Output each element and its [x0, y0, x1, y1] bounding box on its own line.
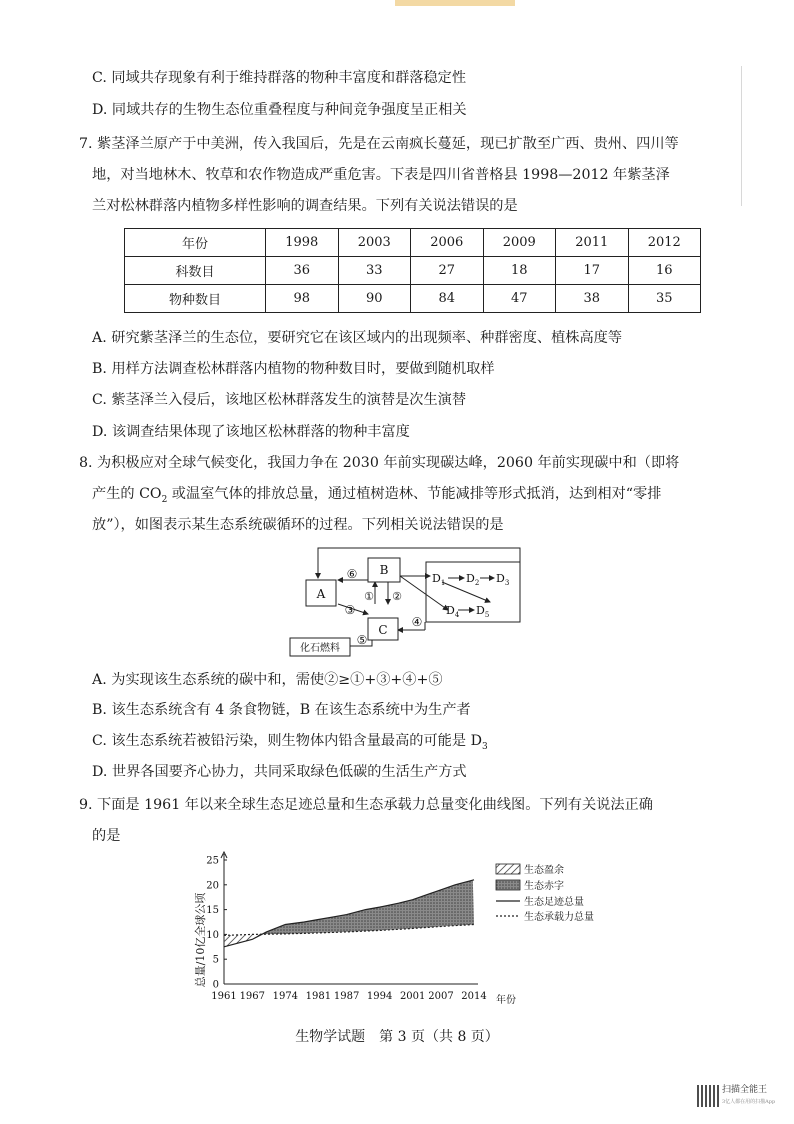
legend-label-capacity: 生态承载力总量: [524, 912, 594, 923]
table-cell: 18: [483, 257, 556, 285]
legend-label-footprint: 生态足迹总量: [524, 897, 584, 908]
x-tick-label: 2014: [461, 991, 487, 1002]
diagram-d1: $D_1$: [432, 572, 446, 587]
table-cell: 47: [483, 285, 556, 313]
x-tick-label: 1987: [333, 991, 360, 1002]
x-tick-label: 1974: [272, 991, 299, 1002]
deficit-area: [263, 880, 474, 934]
y-tick-label: 15: [206, 905, 219, 917]
diagram-box-c: C: [378, 623, 388, 637]
page-footer: 生物学试题 第 3 页（共 8 页）: [295, 1029, 499, 1045]
table-cell: 16: [628, 257, 701, 285]
x-tick-label: 2001: [399, 991, 426, 1002]
legend-swatch-surplus: [496, 864, 520, 874]
ecological-footprint-chart: [190, 848, 630, 1010]
scanner-watermark: 扫描全能王 3亿人都在用的扫描App: [722, 1085, 776, 1105]
q8-stem-line2: 产生的 $CO_2$ 或温室气体的排放总量，通过植树造林、节能减排等形式抵消，达到相对“零排: [92, 486, 662, 505]
y-tick-label: 5: [212, 954, 219, 966]
q8-option-c: C. 该生态系统若被铅污染，则生物体内铅含量最高的可能是 $D_3$: [92, 733, 488, 752]
table-cell: 84: [411, 285, 484, 313]
q9-stem-line1: 9. 下面是 1961 年以来全球生态足迹总量和生态承载力总量变化曲线图。下列有关说法正确: [79, 797, 653, 813]
diagram-label-1: ①: [364, 590, 374, 603]
table-cell: 35: [628, 285, 701, 313]
diagram-fossil-fuel: 化石燃料: [300, 643, 340, 654]
legend-label-deficit: 生态赤字: [524, 881, 564, 892]
q8-option-a: A. 为实现该生态系统的碳中和，需使②≥①+③+④+⑤: [92, 672, 443, 688]
y-tick-label: 20: [206, 880, 219, 892]
table-cell: 2003: [338, 229, 411, 257]
q7-option-b: B. 用样方法调查松林群落内植物的物种数目时，要做到随机取样: [92, 361, 495, 377]
x-tick-label: 1967: [239, 991, 266, 1002]
table-cell: 27: [411, 257, 484, 285]
q9-stem-line2: 的是: [92, 828, 121, 844]
q7-stem-line2: 地，对当地林木、牧草和农作物造成严重危害。下表是四川省普格县 1998—2012 年紫茎泽: [92, 167, 670, 183]
legend-label-surplus: 生态盈余: [524, 865, 564, 876]
diagram-d5: $D_5$: [476, 604, 490, 619]
table-row: [125, 285, 701, 313]
table-row: [125, 257, 701, 285]
diagram-d4: $D_4$: [446, 604, 460, 619]
y-tick-label: 0: [212, 979, 219, 991]
diagram-label-4: ④: [411, 615, 423, 629]
q6-option-c: C. 同域共存现象有利于维持群落的物种丰富度和群落稳定性: [92, 70, 467, 86]
q8-stem-line3: 放”），如图表示某生态系统碳循环的过程。下列相关说法错误的是: [92, 517, 504, 533]
carbon-cycle-diagram: [280, 542, 530, 660]
table-cell: 33: [338, 257, 411, 285]
y-tick-label: 25: [206, 855, 219, 867]
q7-option-a: A. 研究紫茎泽兰的生态位，要研究它在该区域内的出现频率、种群密度、植株高度等: [92, 330, 623, 346]
q7-option-d: D. 该调查结果体现了该地区松林群落的物种丰富度: [92, 424, 410, 440]
q8-stem-line1: 8. 为积极应对全球气候变化，我国力争在 2030 年前实现碳达峰，2060 年前实现碳中和（即将: [79, 455, 680, 471]
table-row-label: 科数目: [125, 257, 266, 285]
table-cell: 2009: [483, 229, 556, 257]
table-row: [125, 229, 701, 257]
x-tick-label: 1994: [366, 991, 393, 1002]
x-tick-label: 1981: [305, 991, 332, 1002]
q7-stem-line3: 兰对松林群落内植物多样性影响的调查结果。下列有关说法错误的是: [92, 198, 518, 214]
chart-x-axis-label: 年份: [496, 995, 516, 1006]
diagram-d2: $D_2$: [466, 572, 480, 587]
table-cell: 36: [266, 257, 339, 285]
table-cell: 2011: [556, 229, 629, 257]
q7-option-c: C. 紫茎泽兰入侵后，该地区松林群落发生的演替是次生演替: [92, 392, 467, 408]
diagram-label-2: ②: [392, 590, 402, 603]
diagram-label-6: ⑥: [346, 567, 358, 581]
diagram-label-5: ⑤: [356, 633, 368, 647]
table-header-label: 年份: [125, 229, 266, 257]
x-tick-label: 2007: [428, 991, 454, 1002]
qr-code-icon: [697, 1085, 719, 1107]
table-cell: 2006: [411, 229, 484, 257]
table-cell: 2012: [628, 229, 701, 257]
table-cell: 98: [266, 285, 339, 313]
table-row-label: 物种数目: [125, 285, 266, 313]
diagram-box-a: A: [316, 587, 326, 601]
q7-survey-table: [124, 228, 701, 313]
table-cell: 90: [338, 285, 411, 313]
q8-option-b: B. 该生态系统含有 4 条食物链，B 在该生态系统中为生产者: [92, 702, 471, 718]
diagram-label-3: ③: [344, 603, 356, 617]
legend-swatch-deficit: [496, 880, 520, 890]
q7-stem-line1: 7. 紫茎泽兰原产于中美洲，传入我国后，先是在云南疯长蔓延，现已扩散至广西、贵州、四川等: [79, 136, 679, 152]
margin-line: [741, 66, 742, 206]
table-cell: 17: [556, 257, 629, 285]
chart-legend: [496, 863, 594, 923]
table-cell: 38: [556, 285, 629, 313]
table-cell: 1998: [266, 229, 339, 257]
diagram-d3: $D_3$: [496, 572, 510, 587]
y-tick-label: 10: [206, 929, 219, 941]
chart-y-axis-label: 总量/10亿全球公顷: [194, 892, 207, 988]
q8-option-d: D. 世界各国要齐心协力，共同采取绿色低碳的生活生产方式: [92, 764, 467, 780]
q6-option-d: D. 同域共存的生物生态位重叠程度与种间竞争强度呈正相关: [92, 102, 467, 118]
top-binding-mark: [395, 0, 515, 6]
diagram-box-b: B: [379, 563, 389, 577]
x-tick-label: 1961: [211, 991, 237, 1002]
